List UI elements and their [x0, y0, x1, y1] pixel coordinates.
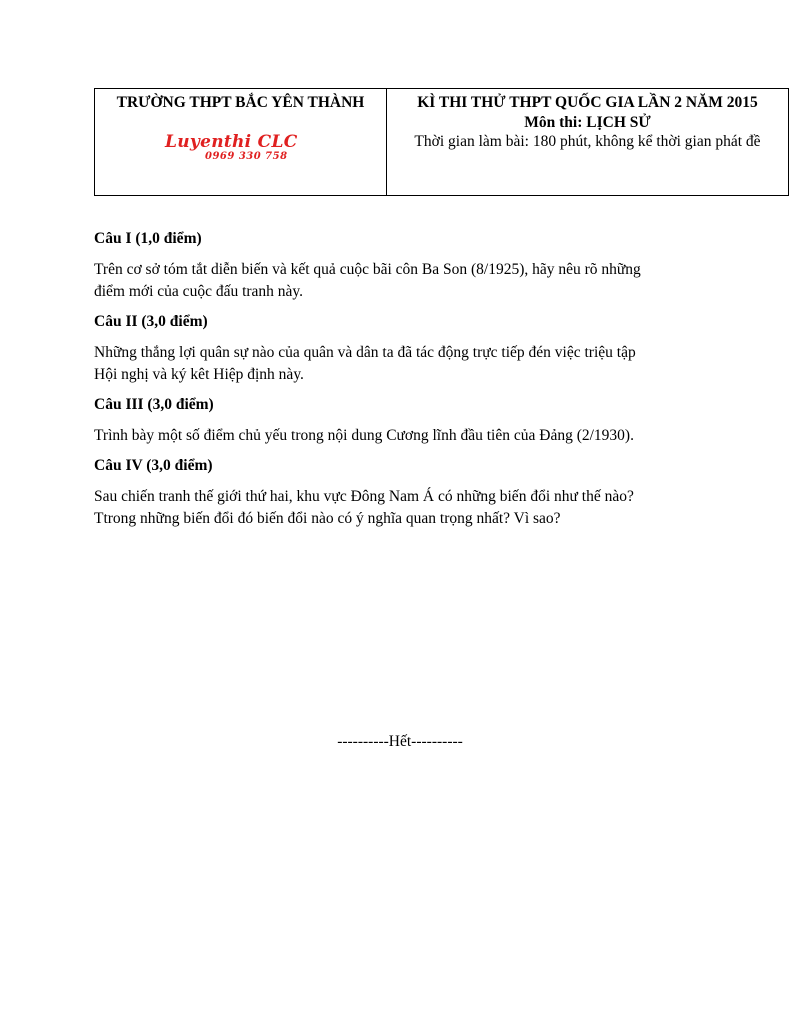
question-1-line-2: điểm mới của cuộc đấu tranh này.: [94, 283, 304, 300]
logo-phone: 0969 330 758: [205, 151, 288, 162]
questions-section: [94, 229, 734, 530]
question-3-line-1: Trình bày một số điểm chủ yếu trong nội dung Cương lĩnh đầu tiên của Đảng (2/1930).: [94, 427, 634, 444]
exam-time: Thời gian làm bài: 180 phút, không kể thời gian phát đề: [414, 133, 761, 150]
header-exam-cell: [387, 89, 788, 195]
question-2-line-1: Những thắng lợi quân sự nào của quân và dân ta đã tác động trực tiếp đén việc triệu tập: [94, 344, 636, 361]
question-4-title: Câu IV (3,0 điểm): [94, 457, 213, 474]
header-table: [94, 88, 789, 196]
question-2-line-2: Hội nghị và ký kêt Hiệp định này.: [94, 366, 304, 383]
question-1-line-1: Trên cơ sở tóm tắt diễn biến và kết quả cuộc bãi côn Ba Son (8/1925), hãy nêu rõ những: [94, 261, 641, 278]
end-of-exam-marker: ----------Hết----------: [337, 733, 463, 750]
school-name: TRƯỜNG THPT BẮC YÊN THÀNH: [116, 94, 365, 111]
question-4-line-2: Ttrong những biến đổi đó biến đổi nào có ý nghĩa quan trọng nhất? Vì sao?: [94, 510, 561, 527]
luyenthi-logo: [165, 133, 315, 165]
question-3-title: Câu III (3,0 điểm): [94, 396, 214, 413]
header-school-cell: [95, 89, 387, 195]
exam-title: KÌ THI THỬ THPT QUỐC GIA LẦN 2 NĂM 2015: [417, 94, 758, 111]
question-2-title: Câu II (3,0 điểm): [94, 313, 208, 330]
question-4-line-1: Sau chiến tranh thế giới thứ hai, khu vực Đông Nam Á có những biến đổi như thế nào?: [94, 488, 634, 505]
question-1-title: Câu I (1,0 điểm): [94, 230, 202, 247]
logo-brand: Luyenthi CLC: [165, 132, 298, 152]
exam-subject: Môn thi: LỊCH SỬ: [524, 114, 651, 131]
